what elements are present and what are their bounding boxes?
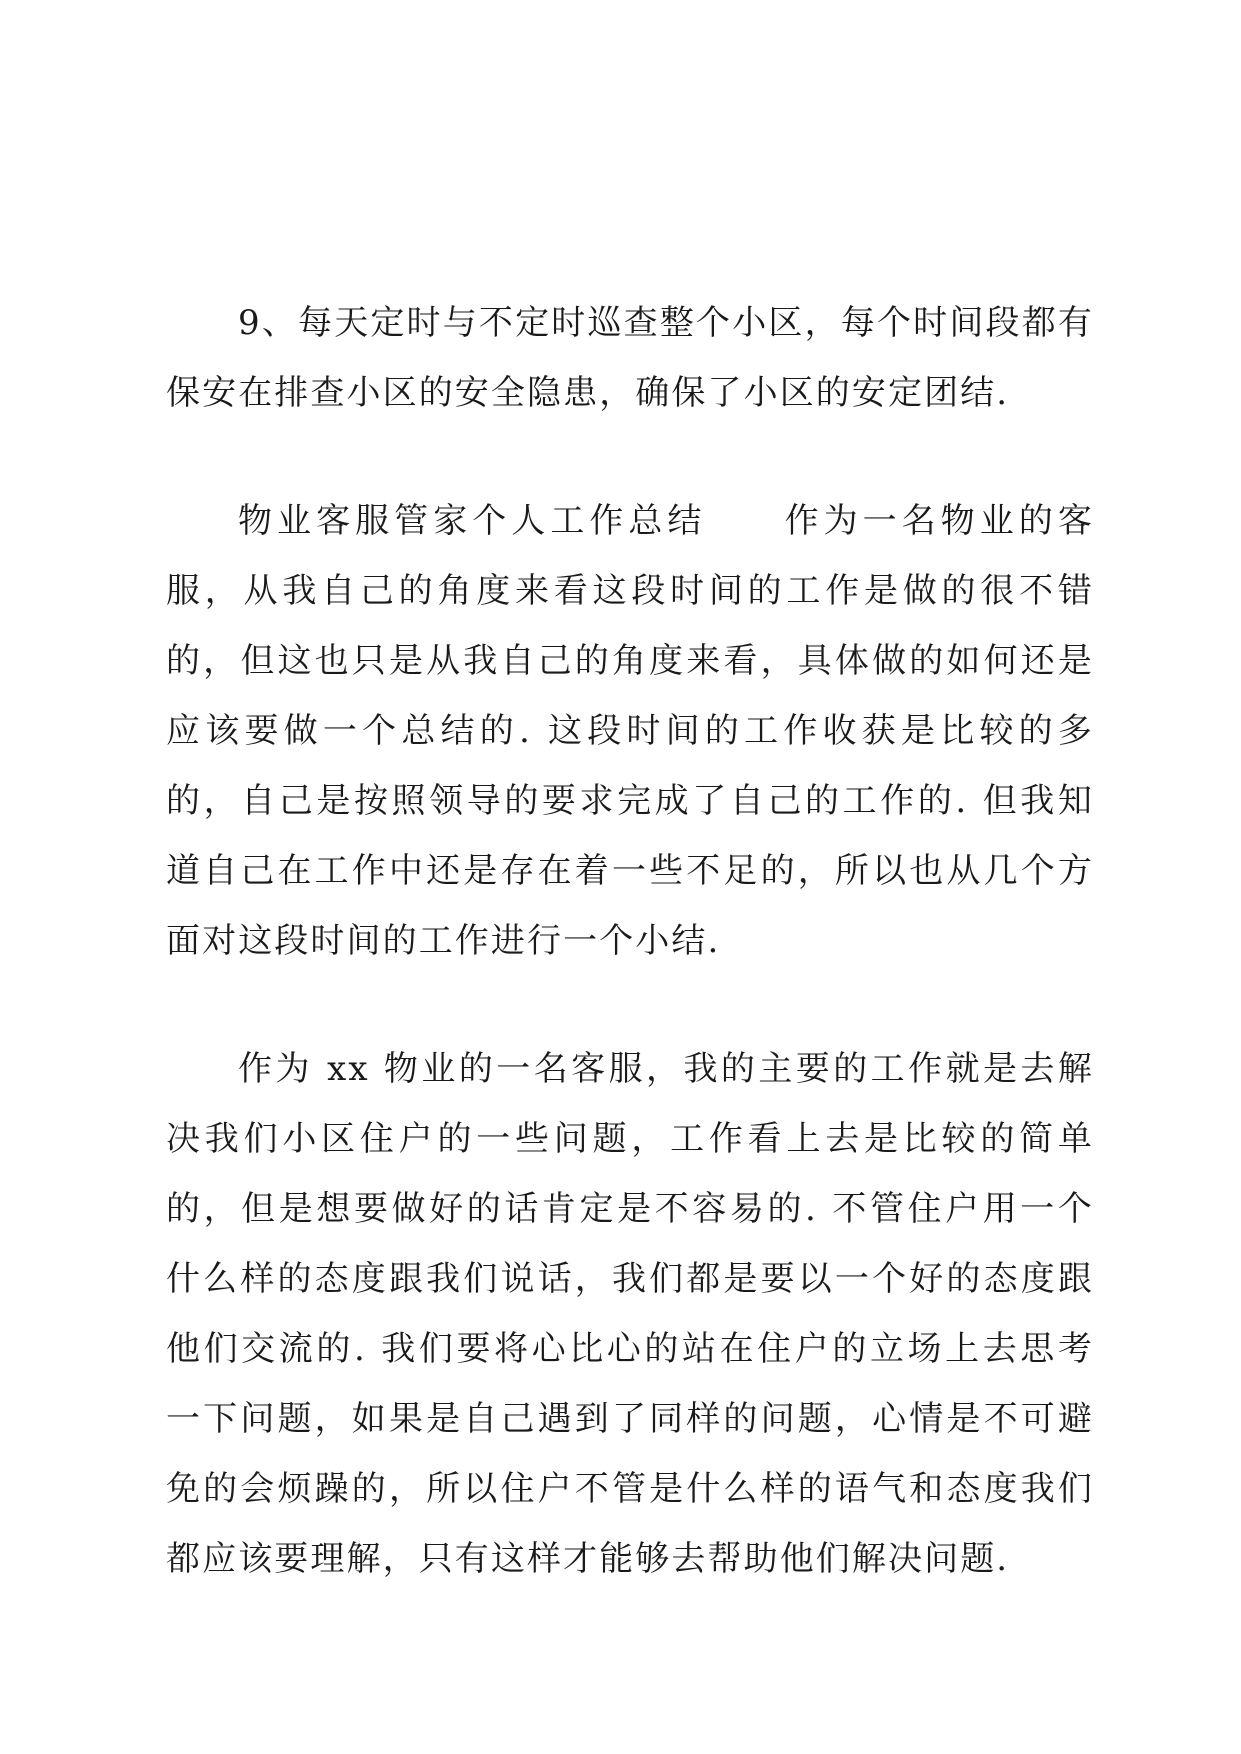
paragraph-summary-intro: 物业客服管家个人工作总结 作为一名物业的客服，从我自己的角度来看这段时间的工作是做的很不错的，但这也只是从我自己的角度来看，具体做的如何还是应该要做一个总结的. 这段时间的工作收获是比较的多的，自己是按照领导的要求完成了自己的工作的. 但我知道自己在工作中还是存在着一些不足的，所以也从几个方面对这段时间的工作进行一个小结. [166,501,1094,961]
paragraph-item-9: 9、每天定时与不定时巡查整个小区，每个时间段都有保安在排查小区的安全隐患，确保了小区的安定团结. [166,303,1094,413]
paragraph-customer-service: 作为 xx 物业的一名客服，我的主要的工作就是去解决我们小区住户的一些问题，工作看上去是比较的简单的，但是想要做好的话肯定是不容易的. 不管住户用一个什么样的态度跟我们说话，我们都是要以一个好的态度跟他们交流的. 我们要将心比心的站在住户的立场上去思考一下问题，如果是自己遇到了同样的问题，心情是不可避免的会烦躁的，所以住户不管是什么样的语气和态度我们都应该要理解，只有这样才能够去帮助他们解决问题. [166,1049,1094,1579]
document-body [166,288,1094,1594]
